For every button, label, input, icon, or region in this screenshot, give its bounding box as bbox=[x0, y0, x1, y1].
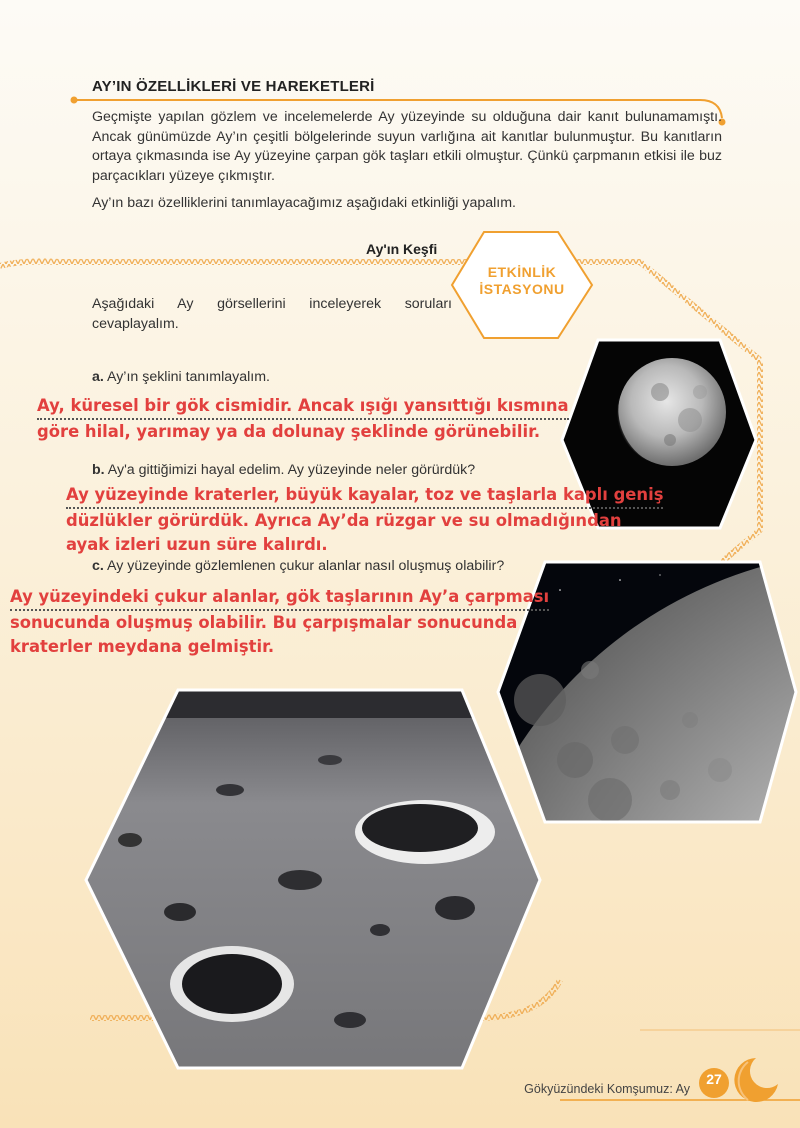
activity-instruction: Aşağıdaki Ay görsellerini inceleyerek soruları cevaplayalım. bbox=[92, 296, 452, 332]
intro-paragraph-1: Geçmişte yapılan gözlem ve incelemelerde Ay yüzeyinde su olduğuna dair kanıt bulunamamıştı. Ancak günümüzde Ay’ın çeşitli bölgelerinde suyun varlığına ait kanıtlar bulunmuştur. Bu kanıtların ortaya çıkmasında ise Ay yüzeyine çarpan gök taşları etkili olmuştur. Çünkü çarpmanın etkisi ile buz parçacıkları yüzeye çıkmıştır. bbox=[92, 109, 722, 184]
activity-title: Ay'ın Keşfi bbox=[366, 241, 438, 257]
question-a bbox=[92, 369, 270, 385]
activity-badge-line2: İSTASYONU bbox=[479, 281, 565, 297]
footer-chapter-title: Gökyüzündeki Komşumuz: Ay bbox=[524, 1082, 690, 1096]
question-a-letter: a. bbox=[92, 369, 104, 385]
intro-paragraph-2: Ay’ın bazı özelliklerini tanımlayacağımız aşağıdaki etkinliği yapalım. bbox=[92, 195, 516, 211]
answer-b bbox=[66, 483, 663, 557]
question-c-letter: c. bbox=[92, 558, 104, 574]
answer-a-line-1: Ay, küresel bir gök cismidir. Ancak ışığı yansıttığı kısmına bbox=[37, 394, 569, 420]
answer-c-line-1: Ay yüzeyindeki çukur alanlar, gök taşlarının Ay’a çarpması bbox=[10, 585, 549, 611]
question-c bbox=[92, 558, 504, 574]
answer-c-line-3: kraterler meydana gelmiştir. bbox=[10, 637, 275, 656]
activity-badge-line1: ETKİNLİK bbox=[487, 264, 557, 280]
answer-b-line-3: ayak izleri uzun süre kalırdı. bbox=[66, 535, 328, 554]
crescent-moon-icon bbox=[726, 1054, 786, 1106]
question-b-letter: b. bbox=[92, 462, 105, 478]
question-b-text: Ay'a gittiğimizi hayal edelim. Ay yüzeyinde neler görürdük? bbox=[104, 462, 476, 478]
intro-text bbox=[92, 108, 722, 222]
answer-c-line-2: sonucunda oluşmuş olabilir. Bu çarpışmalar sonucunda bbox=[10, 613, 518, 632]
page-number: 27 bbox=[706, 1071, 722, 1087]
answer-b-line-1: Ay yüzeyinde kraterler, büyük kayalar, toz ve taşlarla kaplı geniş bbox=[66, 483, 663, 509]
section-heading: AY’IN ÖZELLİKLERİ VE HAREKETLERİ bbox=[92, 78, 375, 95]
answer-c bbox=[10, 585, 549, 659]
answer-a-line-2: göre hilal, yarımay ya da dolunay şeklinde görünebilir. bbox=[37, 422, 541, 441]
answer-a bbox=[37, 394, 569, 444]
answer-b-line-2: düzlükler görürdük. Ayrıca Ay’da rüzgar ve su olmadığından bbox=[66, 511, 622, 530]
question-a-text: Ay’ın şeklini tanımlayalım. bbox=[103, 369, 270, 385]
question-c-text: Ay yüzeyinde gözlemlenen çukur alanlar nasıl oluşmuş olabilir? bbox=[103, 558, 505, 574]
activity-badge bbox=[458, 264, 586, 298]
question-b bbox=[92, 462, 475, 478]
